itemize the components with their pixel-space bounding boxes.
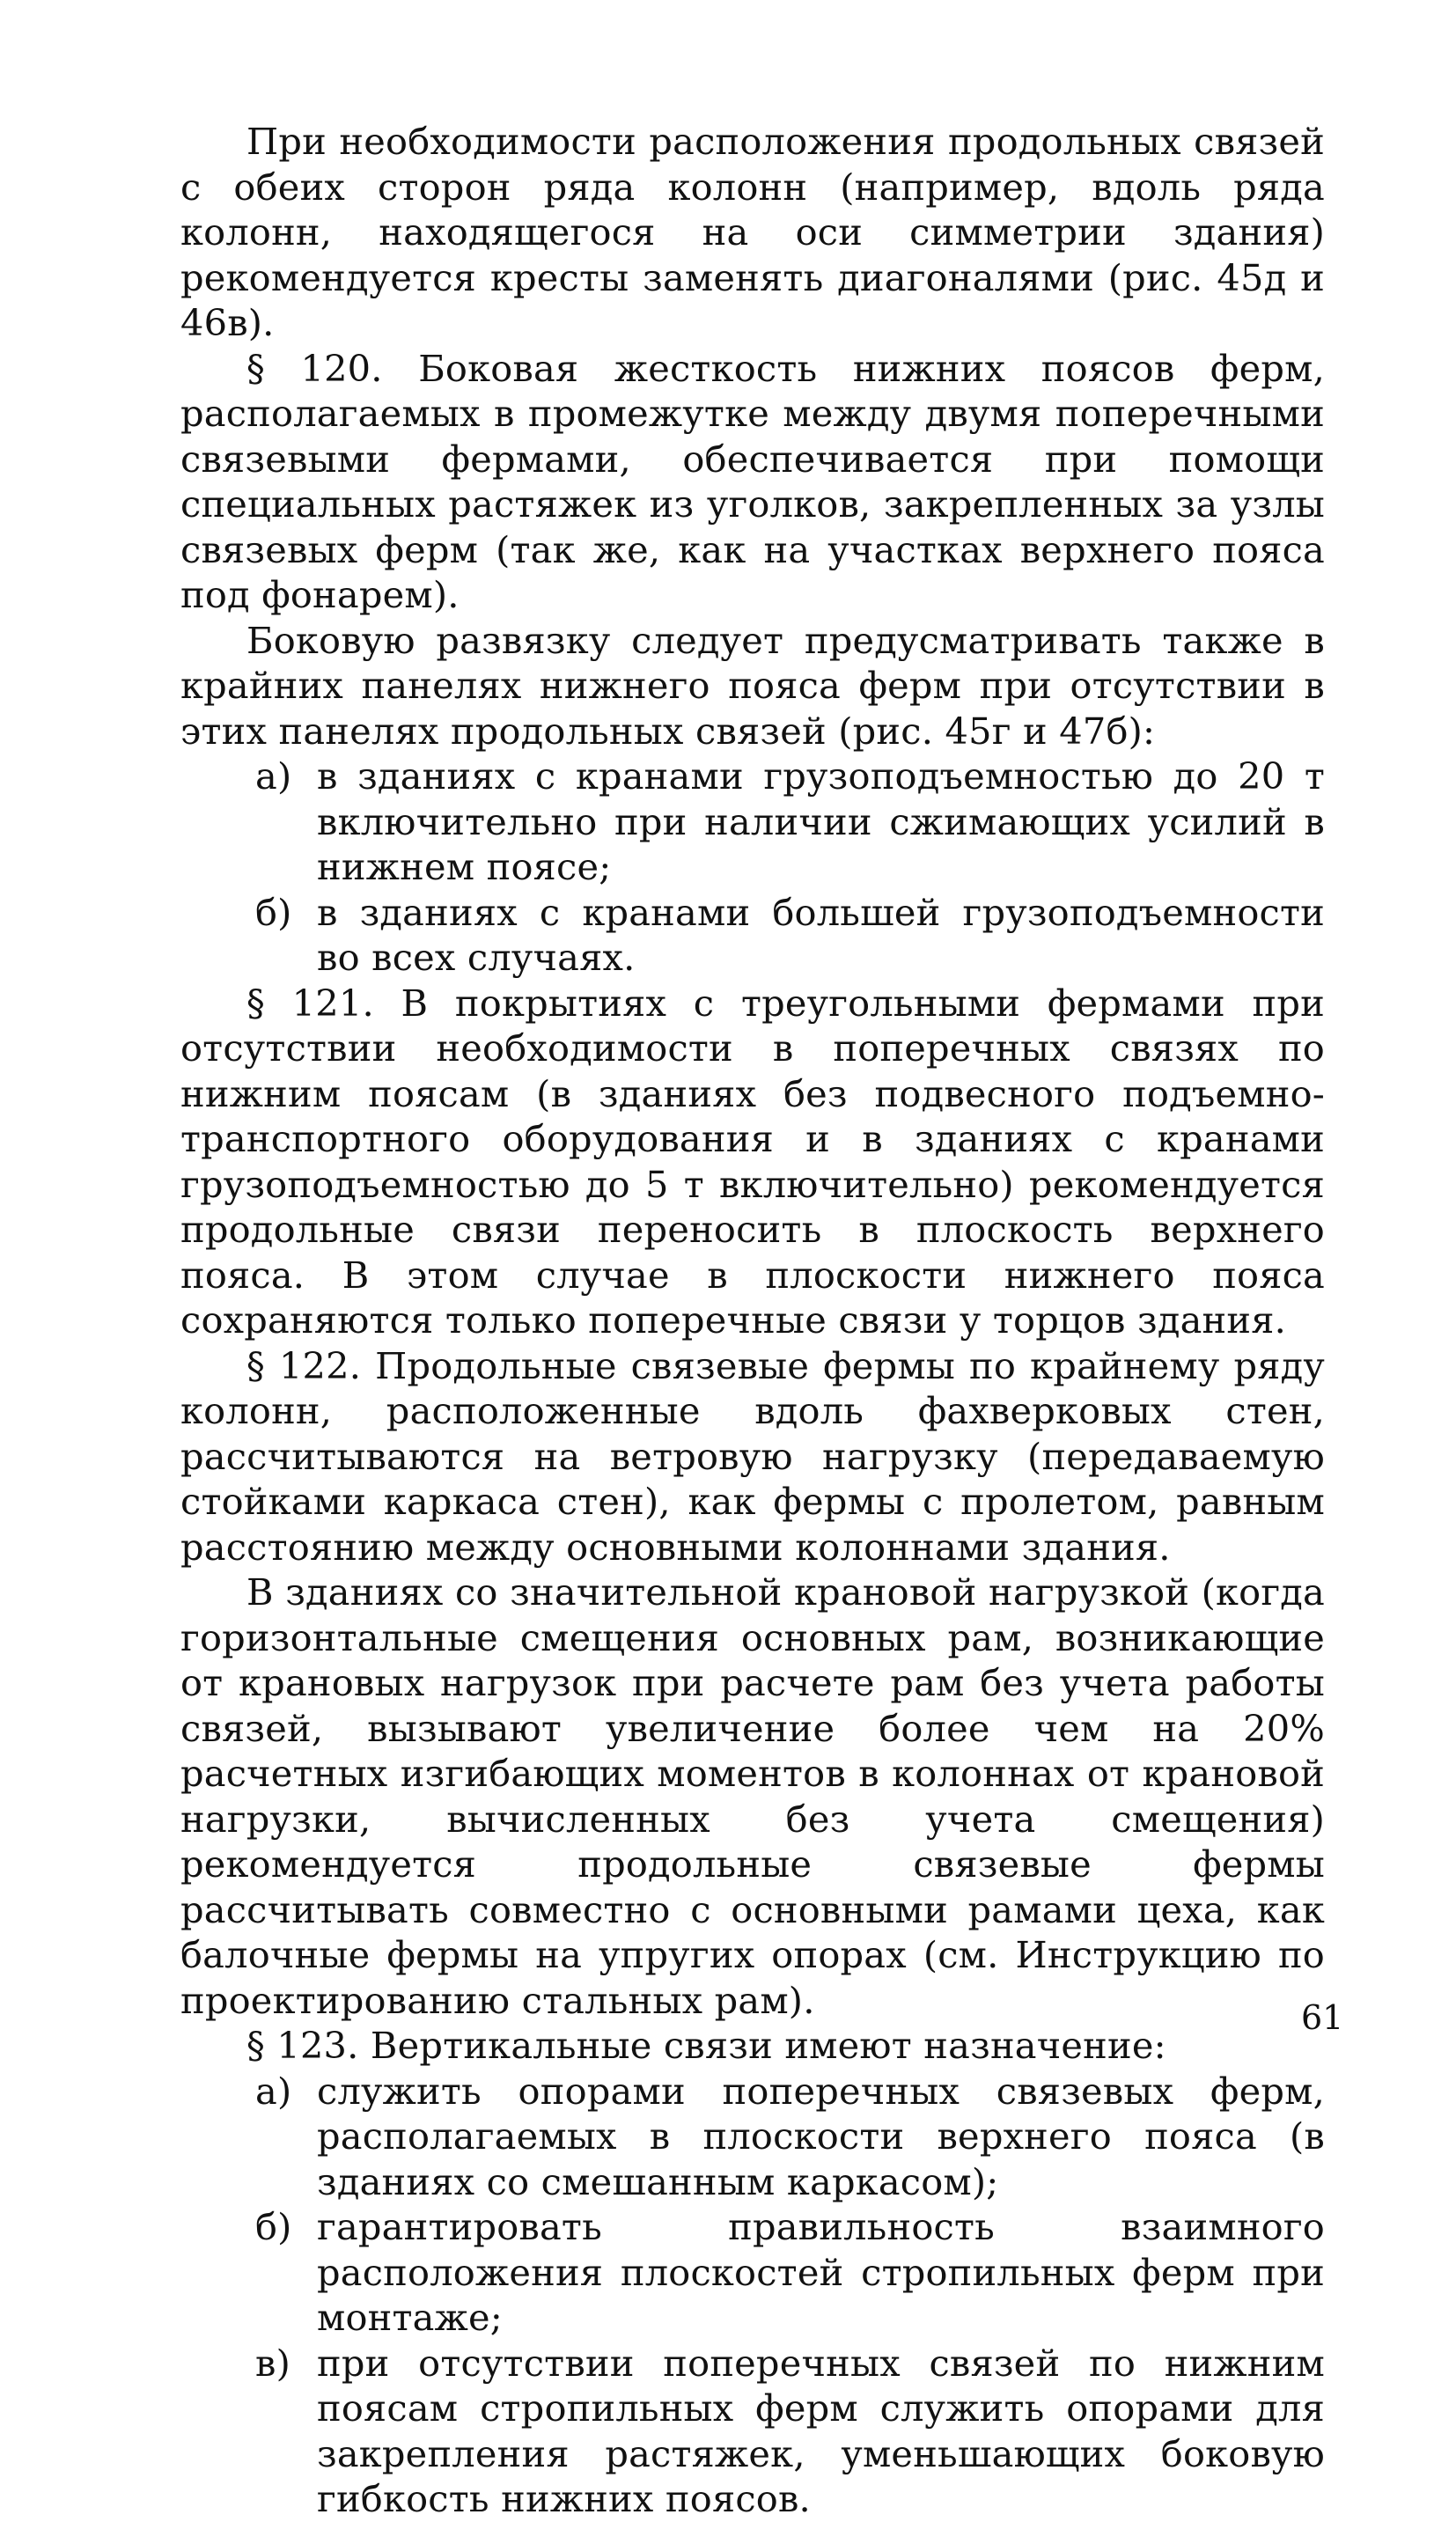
list-item-text: в зданиях с кранами большей грузоподъемности во всех случаях.: [317, 890, 1325, 979]
list-vertical-bracing: [180, 2069, 1325, 2522]
list-marker: в): [255, 2341, 290, 2385]
paragraph-lateral-bracing: Боковую развязку следует предусматривать также в крайних панелях нижнего пояса ферм при отсутствии в этих панелях продольных связей (рис. 45г и 47б):: [180, 618, 1325, 753]
list-item-text: в зданиях с кранами грузоподъемностью до 20 т включительно при наличии сжимающих усилий в нижнем поясе;: [317, 754, 1325, 888]
list-item-text: служить опорами поперечных связевых ферм, располагаемых в плоскости верхнего пояса (в зданиях со смешанным каркасом);: [317, 2069, 1325, 2203]
paragraph-section-122: § 122. Продольные связевые фермы по крайнему ряду колонн, расположенные вдоль фахверковых стен, рассчитываются на ветровую нагрузку (передаваемую стойками каркаса стен), как фермы с пролетом, равным расстоянию между основными колоннами здания.: [180, 1343, 1325, 1569]
paragraph-section-123: § 123. Вертикальные связи имеют назначение:: [246, 2024, 1166, 2067]
list-marker: а): [255, 754, 292, 798]
list-lateral-bracing: [180, 754, 1325, 981]
list-item: [180, 2204, 1325, 2341]
paragraph-crane-load: В зданиях со значительной крановой нагрузкой (когда горизонтальные смещения основных рам, возникающие от крановых нагрузок при расчете рам без учета работы связей, вызывают увеличение более чем на 20% расчетных изгибающих моментов в колоннах от крановой нагрузки, вычисленных без учета смещения) рекомендуется продольные связевые фермы рассчитывать совместно с основными рамами цеха, как балочные фермы на упругих опорах (см. Инструкцию по проектированию стальных рам).: [180, 1570, 1325, 2022]
list-marker: б): [255, 2205, 292, 2248]
list-item-text: гарантировать правильность взаимного расположения плоскостей стропильных ферм при монтаже;: [317, 2205, 1325, 2339]
list-item: [180, 754, 1325, 890]
paragraph-section-121: § 121. В покрытиях с треугольными фермами при отсутствии необходимости в поперечных связях по нижним поясам (в зданиях без подвесного подъемно-транспортного оборудования и в зданиях с кранами грузоподъемностью до 5 т включительно) рекомендуется продольные связи переносить в плоскость верхнего пояса. В этом случае в плоскости нижнего пояса сохраняются только поперечные связи у торцов здания.: [180, 981, 1325, 1342]
list-marker: а): [255, 2069, 292, 2113]
list-item: [180, 2069, 1325, 2205]
list-marker: б): [255, 890, 292, 934]
list-item-text: при отсутствии поперечных связей по нижним поясам стропильных ферм служить опорами для закрепления растяжек, уменьшающих боковую гибкость нижних поясов.: [317, 2341, 1325, 2520]
page-number: 61: [1301, 1998, 1344, 2037]
paragraph-bracing-diagonals: При необходимости расположения продольных связей с обеих сторон ряда колонн (например, вдоль ряда колонн, находящегося на оси симметрии здания) рекомендуется кресты заменять диагоналями (рис. 45д и 46в).: [180, 120, 1325, 344]
paragraph-section-120: § 120. Боковая жесткость нижних поясов ферм, располагаемых в промежутке между двумя поперечными связевыми фермами, обеспечивается при помощи специальных растяжек из уголков, закрепленных за узлы связевых ферм (так же, как на участках верхнего пояса под фонарем).: [180, 346, 1325, 616]
page-body: [180, 119, 1325, 2522]
list-item: [180, 890, 1325, 981]
list-item: [180, 2341, 1325, 2522]
